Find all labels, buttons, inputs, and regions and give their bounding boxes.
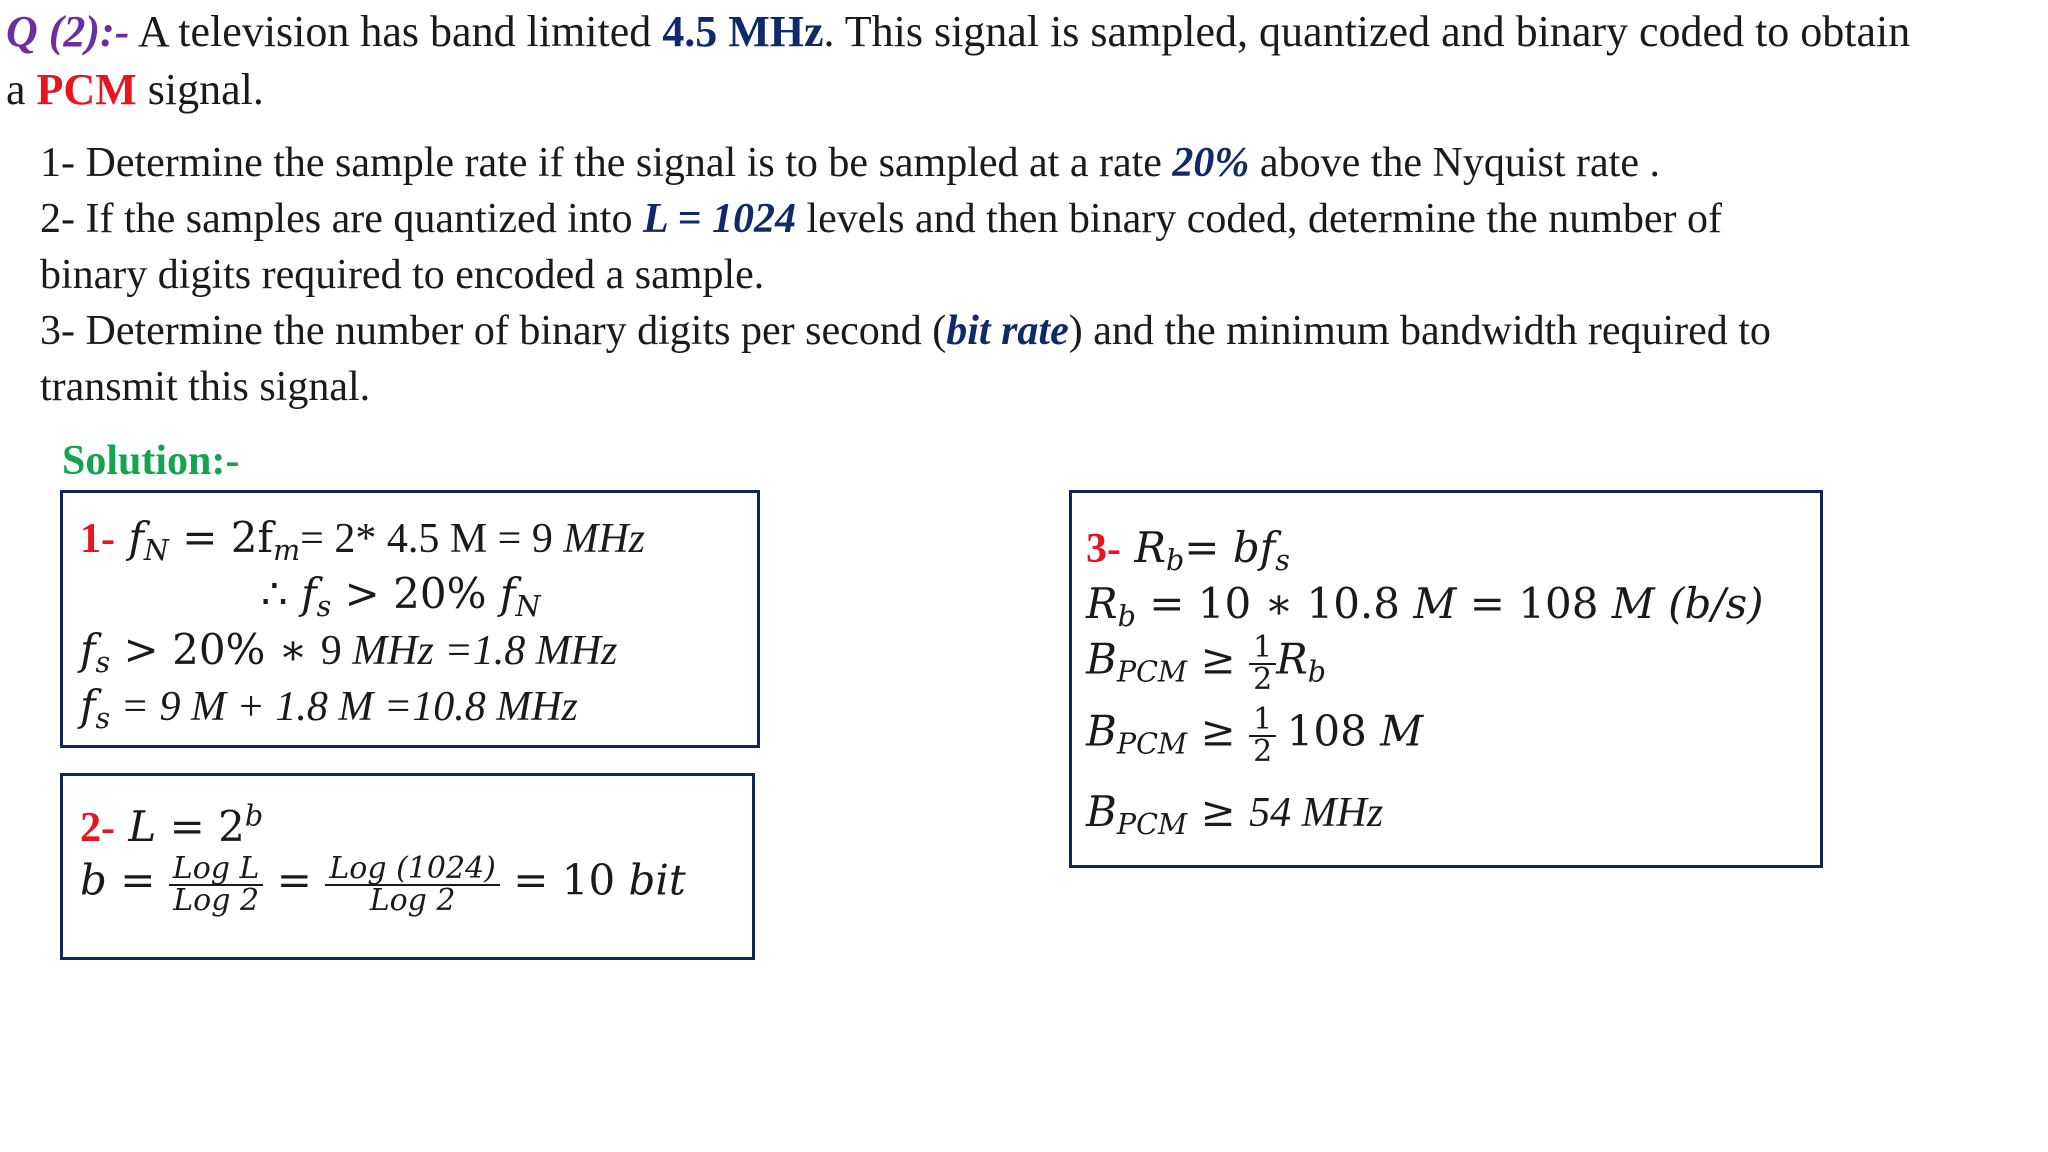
rate-percent: 20% [1172, 140, 1250, 186]
pcm-term: PCM [36, 65, 137, 114]
solution-box-3 [1069, 490, 1823, 868]
box3-line-1: 3- $R_b= bf_s$ [1086, 523, 1290, 577]
box3-line-3: $B_{PCM}$ ≥ $\frac{1}{2}$ $R_b$ [1086, 630, 1327, 697]
box2-line-1: 2- $L = 2^b$ [80, 798, 264, 851]
question-line-1 [6, 6, 1910, 59]
item-1: 1- Determine the sample rate if the signal is to be sampled at a rate 20% above the Nyquist rate . [40, 140, 1660, 186]
question-text: . This signal is sampled, quantized and binary coded to obtain [823, 7, 1911, 56]
question-text: signal. [136, 65, 264, 114]
box1-line-1: 1- $f_N = 2f_m= 2*$ 4.5 M = 9 MHz [80, 513, 646, 567]
question-text: A television has band limited [129, 7, 663, 56]
question-text: a [6, 65, 37, 114]
box1-line-4: $f_s = 9$ M + 1.8 M =10.8 MHz [80, 681, 578, 735]
item-2: 2- If the samples are quantized into L = 1024 levels and then binary coded, determine the number of [40, 196, 1722, 242]
item-2-cont: binary digits required to encoded a sample. [40, 252, 765, 298]
solution-title: Solution:- [62, 438, 240, 484]
fraction-log-1024: $\frac{\text{Log (1024)}}{\text{Log 2}}$ [325, 854, 499, 916]
levels-value: L = 1024 [642, 196, 796, 242]
box2-line-2: b = $\frac{\text{Log L}}{\text{Log 2}}$ = $\frac{\text{Log (1024)}}{\text{Log 2}}$ = 10 bit [80, 851, 686, 918]
bit-rate-term: bit rate [946, 308, 1069, 354]
box1-line-3: $f_s > 20\%$ ∗ 9 MHz =1.8 MHz [80, 625, 618, 679]
box3-line-5: $B_{PCM} \ge 54$ MHz [1086, 787, 1384, 841]
solution-box-2 [60, 773, 755, 960]
box3-line-4: $B_{PCM}$ ≥ $\frac{1}{2}$ 108 M [1086, 702, 1424, 769]
question-label: Q (2):- [6, 7, 130, 56]
item-3: 3- Determine the number of binary digits per second (bit rate) and the minimum bandwidth required to [40, 308, 1771, 354]
box1-line-2: ∴ $f_s > 20\%$ $f_N$ [261, 569, 541, 623]
fraction-half: $\frac{1}{2}$ [1249, 633, 1276, 695]
fraction-log-l: $\frac{\text{Log L}}{\text{Log 2}}$ [169, 854, 264, 916]
question-line-2 [6, 64, 264, 117]
fraction-half: $\frac{1}{2}$ [1249, 705, 1276, 767]
bandwidth-value: 4.5 MHz [662, 7, 824, 56]
item-3-cont: transmit this signal. [40, 364, 371, 410]
solution-box-1 [60, 490, 760, 748]
box3-line-2: $R_b = 10$ ∗ 10.8 M = 108 M (b/s) [1086, 579, 1764, 633]
